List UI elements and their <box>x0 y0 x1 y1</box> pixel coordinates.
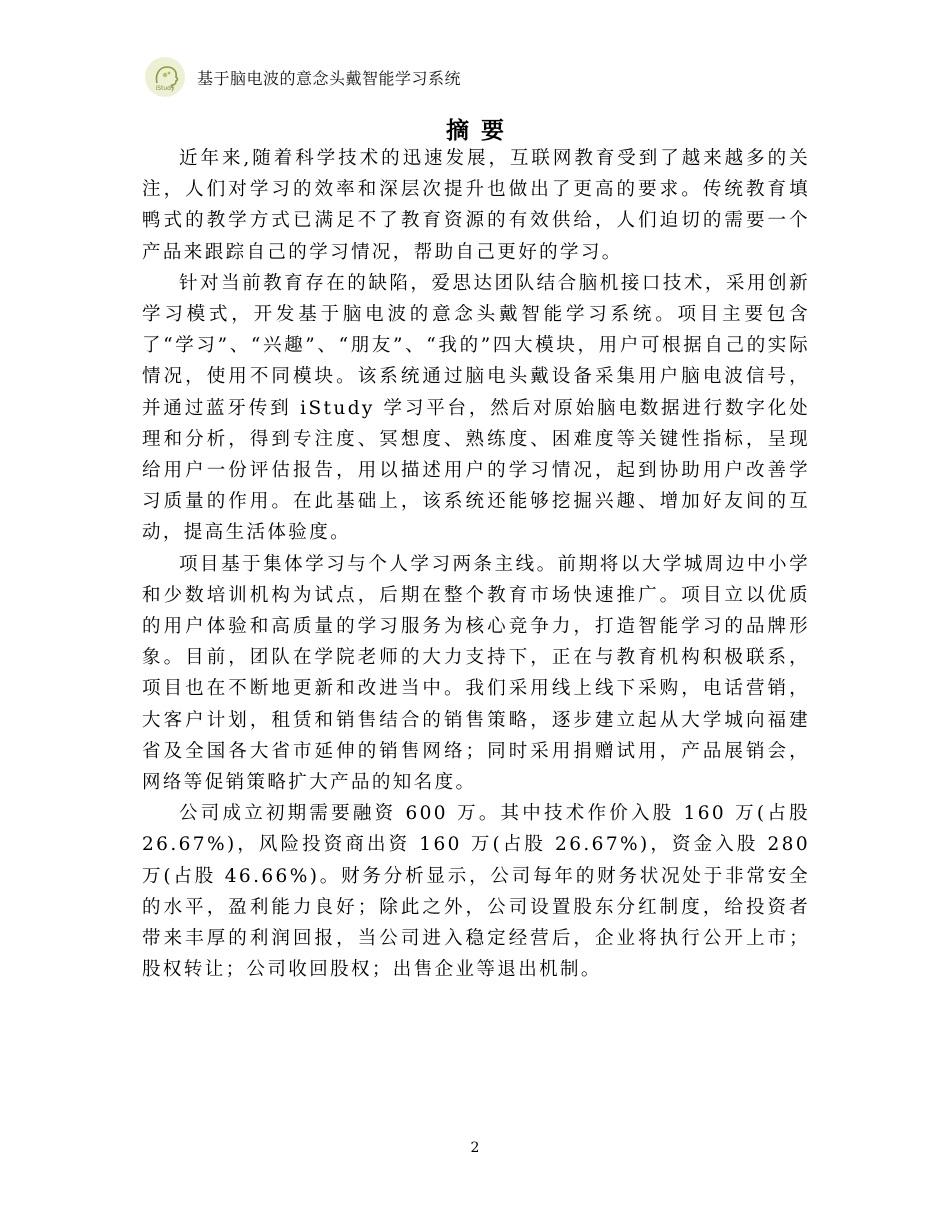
header-title: 基于脑电波的意念头戴智能学习系统 <box>197 68 462 88</box>
page-header <box>145 55 461 99</box>
page-title: 摘要 <box>446 118 516 144</box>
paragraph: 项目基于集体学习与个人学习两条主线。前期将以大学城周边中小学和少数培训机构为试点，后期在整个教育市场快速推广。项目立以优质的用户体验和高质量的学习服务为核心竞争力，打造智能学习的品牌形象。目前，团队在学院老师的大力支持下，正在与教育机构积极联系，项目也在不断地更新和改进当中。我们采用线上线下采购，电话营销，大客户计划，租赁和销售结合的销售策略，逐步建立起从大学城向福建省及全国各大省市延伸的销售网络；同时采用捐赠试用，产品展销会，网络等促销策略扩大产品的知名度。 <box>142 553 810 794</box>
page-number: 2 <box>470 1140 480 1156</box>
logo-label: iStudy <box>155 85 175 92</box>
paragraph: 公司成立初期需要融资 600 万。其中技术作价入股 160 万(占股 26.67%)，风险投资商出资 160 万(占股 26.67%)，资金入股 280 万(占股 46.66%)。财务分析显示，公司每年的财务状况处于非常安全的水平，盈利能力良好；除此之外，公司设置股东分红制度，给投资者带来丰厚的利润回报，当公司进入稳定经营后，企业将执行公开上市；股权转让；公司收回股权；出售企业等退出机制。 <box>142 803 810 981</box>
paragraph: 近年来,随着科学技术的迅速发展，互联网教育受到了越来越多的关注，人们对学习的效率和深层次提升也做出了更高的要求。传统教育填鸭式的教学方式已满足不了教育资源的有效供给，人们迫切的需要一个产品来跟踪自己的学习情况，帮助自己更好的学习。 <box>142 148 810 263</box>
abstract-body <box>142 143 810 985</box>
istudy-logo <box>145 57 185 97</box>
paragraph: 针对当前教育存在的缺陷，爱思达团队结合脑机接口技术，采用创新学习模式，开发基于脑电波的意念头戴智能学习系统。项目主要包含了“学习”、“兴趣”、“朋友”、“我的”四大模块，用户可根据自己的实际情况，使用不同模块。该系统通过脑电头戴设备采集用户脑电波信号，并通过蓝牙传到 iStudy 学习平台，然后对原始脑电数据进行数字化处理和分析，得到专注度、冥想度、熟练度、困难度等关键性指标，呈现给用户一份评估报告，用以描述用户的学习情况，起到协助用户改善学习质量的作用。在此基础上，该系统还能够挖掘兴趣、增加好友间的互动，提高生活体验度。 <box>142 272 810 544</box>
